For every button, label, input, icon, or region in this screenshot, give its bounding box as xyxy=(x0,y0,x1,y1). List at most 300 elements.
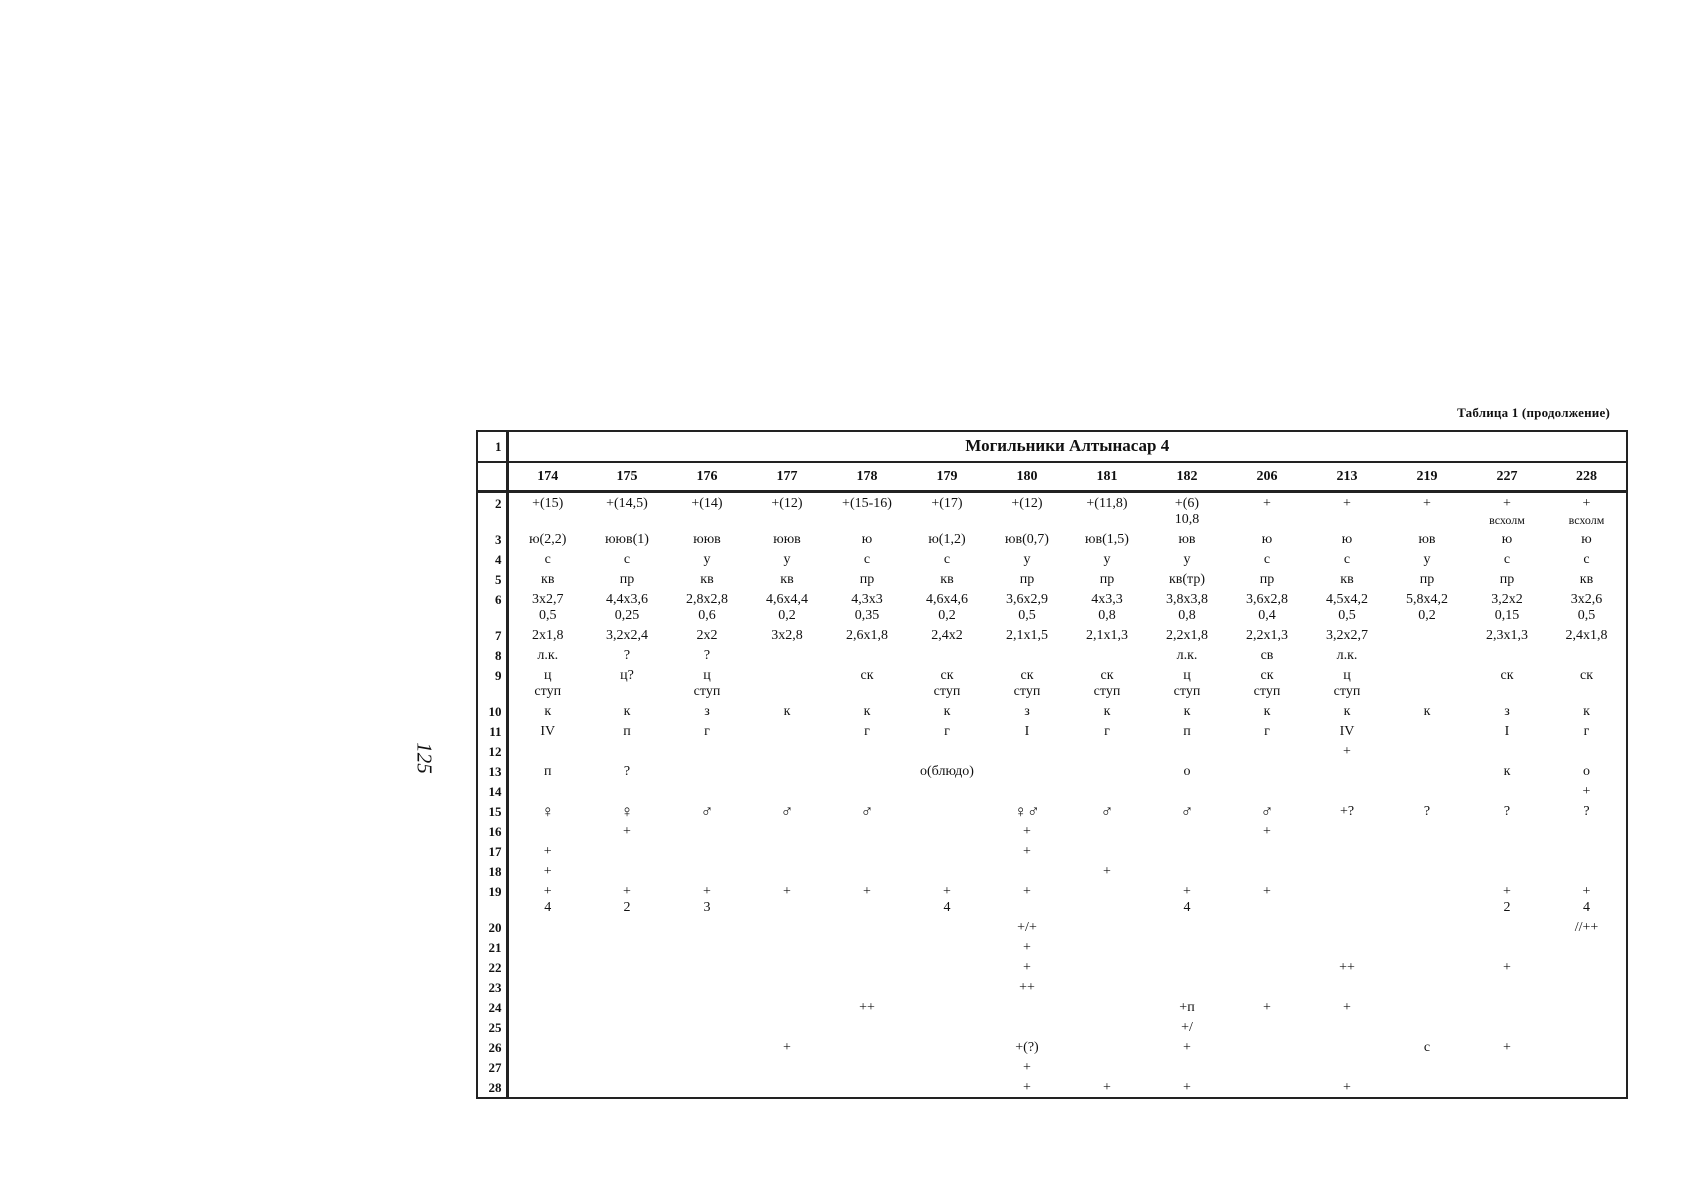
table-row xyxy=(477,492,1627,530)
table-cell xyxy=(507,492,587,530)
table-cell xyxy=(1387,1017,1467,1037)
table-cell xyxy=(1387,721,1467,741)
table-cell xyxy=(987,761,1067,781)
table-cell xyxy=(507,665,587,701)
table-cell xyxy=(1467,625,1547,645)
cell-line: кв xyxy=(1340,572,1354,587)
table-cell xyxy=(587,645,667,665)
cell-line: ? xyxy=(1503,804,1511,819)
cell-line: л.к. xyxy=(1336,648,1358,663)
table-cell xyxy=(827,781,907,801)
table-row xyxy=(477,1077,1627,1098)
cell-line: кв xyxy=(780,572,794,587)
cell-line: к xyxy=(863,704,871,719)
table-cell xyxy=(1227,861,1307,881)
cell-line: +/ xyxy=(1181,1020,1193,1035)
cell-line: з xyxy=(704,704,710,719)
table-cell xyxy=(507,701,587,721)
cell-line: + xyxy=(863,884,871,899)
cell-line: 4,4х3,6 xyxy=(606,592,648,607)
cell-line: 2х1,8 xyxy=(532,628,564,643)
table-cell xyxy=(827,957,907,977)
cell-line: п xyxy=(623,724,631,739)
cell-line: пр xyxy=(1259,572,1275,587)
table-cell xyxy=(747,801,827,821)
cell-line: +? xyxy=(1339,804,1355,819)
cell-line: + xyxy=(1503,1040,1511,1055)
table-cell xyxy=(1387,645,1467,665)
table-row xyxy=(477,937,1627,957)
cell-line: ц xyxy=(544,668,552,683)
table-cell xyxy=(587,569,667,589)
table-cell xyxy=(1147,721,1227,741)
table-cell xyxy=(1067,977,1147,997)
table-row xyxy=(477,529,1627,549)
grave-number: 179 xyxy=(907,462,987,492)
cell-line: + xyxy=(783,884,791,899)
table-row xyxy=(477,841,1627,861)
table-cell xyxy=(587,781,667,801)
table-cell xyxy=(507,977,587,997)
table-cell xyxy=(507,801,587,821)
table-cell xyxy=(507,997,587,1017)
table-cell xyxy=(987,937,1067,957)
table-cell xyxy=(507,1017,587,1037)
table-cell xyxy=(827,881,907,917)
table-row xyxy=(477,997,1627,1017)
table-cell xyxy=(907,741,987,761)
cell-line: 3,2х2,7 xyxy=(1326,628,1368,643)
cell-line: к xyxy=(1423,704,1431,719)
cell-line: всхолм xyxy=(1489,513,1525,527)
cell-line: ю(1,2) xyxy=(928,532,966,547)
table-cell xyxy=(987,841,1067,861)
table-cell xyxy=(1067,821,1147,841)
table-cell xyxy=(827,761,907,781)
table-cell xyxy=(1387,589,1467,625)
cell-line: пр xyxy=(1099,572,1115,587)
table-title-cell xyxy=(507,431,1627,462)
table-cell xyxy=(747,1037,827,1057)
table-cell xyxy=(1307,1017,1387,1037)
cell-line: ю xyxy=(1261,532,1273,547)
table-cell xyxy=(1307,625,1387,645)
table-cell xyxy=(907,1037,987,1057)
table-cell xyxy=(1147,625,1227,645)
table-cell xyxy=(987,529,1067,549)
table-cell xyxy=(747,529,827,549)
table-row xyxy=(477,801,1627,821)
table-cell xyxy=(747,821,827,841)
table-cell xyxy=(1547,997,1627,1017)
cell-line: 3,2х2,4 xyxy=(606,628,648,643)
table-cell xyxy=(507,741,587,761)
table-cell xyxy=(1067,781,1147,801)
table-cell xyxy=(587,701,667,721)
table-cell xyxy=(1307,589,1387,625)
cell-line: +(6) xyxy=(1174,496,1200,511)
table-cell xyxy=(747,569,827,589)
cell-line: ююв xyxy=(693,532,721,547)
cell-line: + xyxy=(1343,1080,1351,1095)
table-cell xyxy=(1067,741,1147,761)
table-cell xyxy=(587,841,667,861)
table-cell xyxy=(1147,937,1227,957)
cell-line: I xyxy=(1024,724,1030,739)
table-cell xyxy=(987,1037,1067,1057)
table-cell xyxy=(907,997,987,1017)
table-cell xyxy=(507,861,587,881)
table-cell xyxy=(1067,1017,1147,1037)
cell-line: юв(1,5) xyxy=(1085,532,1129,547)
table-cell xyxy=(1307,569,1387,589)
table-cell xyxy=(1147,781,1227,801)
cell-line: + xyxy=(1023,1080,1031,1095)
table-cell xyxy=(1467,781,1547,801)
table-cell xyxy=(1067,937,1147,957)
table-cell xyxy=(667,841,747,861)
cell-line: ++ xyxy=(1019,980,1035,995)
table-title-row xyxy=(477,431,1627,462)
cell-line: о xyxy=(1583,764,1590,779)
table-cell xyxy=(907,937,987,957)
cell-line: + xyxy=(1263,884,1271,899)
cell-line: ц xyxy=(703,668,711,683)
cell-line: ц? xyxy=(620,668,634,683)
table-cell xyxy=(1467,549,1547,569)
table-cell xyxy=(507,1077,587,1098)
table-cell xyxy=(1147,917,1227,937)
grave-number: 175 xyxy=(587,462,667,492)
row-number: 11 xyxy=(477,721,507,741)
cell-line: з xyxy=(1024,704,1030,719)
cell-line: + xyxy=(1023,824,1031,839)
row-number: 28 xyxy=(477,1077,507,1098)
table-cell xyxy=(747,741,827,761)
table-cell xyxy=(1147,1037,1227,1057)
cell-line: + xyxy=(543,864,552,879)
table-cell xyxy=(907,701,987,721)
cell-line: 4 xyxy=(544,900,552,915)
table-cell xyxy=(1547,549,1627,569)
cell-line: ? xyxy=(703,648,711,663)
table-cell xyxy=(907,957,987,977)
cell-line: ступ xyxy=(1093,684,1121,699)
cell-line: +(?) xyxy=(1015,1040,1039,1055)
row-number: 14 xyxy=(477,781,507,801)
table-cell xyxy=(667,721,747,741)
table-cell xyxy=(1307,665,1387,701)
cell-line: л.к. xyxy=(1176,648,1198,663)
table-cell xyxy=(1387,917,1467,937)
cell-line: с xyxy=(863,552,871,567)
table-cell xyxy=(827,492,907,530)
cell-line: + xyxy=(1023,884,1031,899)
table-cell xyxy=(667,701,747,721)
table-cell xyxy=(987,1057,1067,1077)
cell-line: с xyxy=(1423,1040,1431,1055)
cell-line: + xyxy=(1503,496,1511,511)
cell-line: + xyxy=(1023,1060,1031,1075)
table-cell xyxy=(1307,781,1387,801)
table-cell xyxy=(747,977,827,997)
table-cell xyxy=(507,957,587,977)
table-cell xyxy=(747,492,827,530)
cell-line: 2,4х1,8 xyxy=(1565,628,1608,643)
table-cell xyxy=(747,861,827,881)
grave-number: 227 xyxy=(1467,462,1547,492)
row-number: 3 xyxy=(477,529,507,549)
table-cell xyxy=(747,997,827,1017)
cell-line: 2,4х2 xyxy=(931,628,963,643)
table-cell xyxy=(1547,821,1627,841)
table-cell xyxy=(747,881,827,917)
table-cell xyxy=(907,801,987,821)
cell-line: +(15) xyxy=(532,496,564,511)
row-number: 6 xyxy=(477,589,507,625)
table-cell xyxy=(1067,917,1147,937)
table-cell xyxy=(1147,645,1227,665)
table-cell xyxy=(1227,977,1307,997)
table-cell xyxy=(1067,721,1147,741)
cell-line: 2,8х2,8 xyxy=(686,592,728,607)
table-cell xyxy=(827,645,907,665)
table-cell xyxy=(667,569,747,589)
table-cell xyxy=(1547,645,1627,665)
table-cell xyxy=(1227,665,1307,701)
table-cell xyxy=(587,917,667,937)
table-cell xyxy=(1387,1057,1467,1077)
table-cell xyxy=(987,625,1067,645)
table-row xyxy=(477,781,1627,801)
table-cell xyxy=(1227,721,1307,741)
table-cell xyxy=(1307,761,1387,781)
cell-line: ♂ xyxy=(1180,802,1194,821)
cell-line: + xyxy=(1103,864,1111,879)
table-cell xyxy=(507,781,587,801)
table-cell xyxy=(1227,569,1307,589)
table-cell xyxy=(1307,741,1387,761)
cell-line: кв xyxy=(700,572,714,587)
cell-line: о xyxy=(1183,764,1191,779)
cell-line: ю xyxy=(861,532,873,547)
cell-line: ++ xyxy=(1339,960,1355,975)
table-row xyxy=(477,977,1627,997)
table-cell xyxy=(1547,781,1627,801)
table-cell xyxy=(1547,1017,1627,1037)
table-cell xyxy=(1467,761,1547,781)
cell-line: ск xyxy=(860,668,874,683)
table-cell xyxy=(1227,821,1307,841)
cell-line: IV xyxy=(540,724,556,739)
cell-line: кв xyxy=(1579,572,1594,587)
cell-line: ск xyxy=(1100,668,1114,683)
cell-line: 3х2,6 xyxy=(1570,592,1603,607)
cell-line: ? xyxy=(1583,804,1590,819)
cell-line: 0,5 xyxy=(539,608,557,623)
table-cell xyxy=(827,741,907,761)
table-cell xyxy=(1227,957,1307,977)
cell-line: ю xyxy=(1341,532,1353,547)
cell-line: к xyxy=(783,704,791,719)
cell-line: с xyxy=(544,552,551,567)
table-cell xyxy=(507,721,587,741)
table-cell xyxy=(587,801,667,821)
table-cell xyxy=(1067,997,1147,1017)
cell-line: 0,15 xyxy=(1494,608,1520,623)
cell-line: + xyxy=(1263,1000,1271,1015)
table-cell xyxy=(1387,761,1467,781)
table-cell xyxy=(1387,549,1467,569)
table-row xyxy=(477,741,1627,761)
table-cell xyxy=(507,549,587,569)
table-cell xyxy=(827,801,907,821)
table-cell xyxy=(1547,1057,1627,1077)
cell-line: 4х3,3 xyxy=(1091,592,1123,607)
cell-line: г xyxy=(704,724,710,739)
row-number: 16 xyxy=(477,821,507,841)
table-cell xyxy=(987,701,1067,721)
grave-data-table xyxy=(476,430,1628,1099)
cell-line: 2,6х1,8 xyxy=(846,628,888,643)
table-cell xyxy=(1067,625,1147,645)
table-cell xyxy=(1067,1077,1147,1098)
table-cell xyxy=(1067,841,1147,861)
table-cell xyxy=(1307,1057,1387,1077)
table-cell xyxy=(827,1077,907,1098)
table-cell xyxy=(507,1037,587,1057)
cell-line: ц xyxy=(1343,668,1351,683)
table-cell xyxy=(1147,1017,1227,1037)
row-number: 10 xyxy=(477,701,507,721)
cell-line: ♂ xyxy=(780,802,794,821)
table-cell xyxy=(827,861,907,881)
table-cell xyxy=(1147,741,1227,761)
row-number: 2 xyxy=(477,492,507,530)
row-number: 22 xyxy=(477,957,507,977)
table-row xyxy=(477,1037,1627,1057)
table-cell xyxy=(1227,1057,1307,1077)
table-cell xyxy=(1547,761,1627,781)
cell-line: кв(тр) xyxy=(1168,572,1206,587)
table-cell xyxy=(1387,625,1467,645)
row-number: 21 xyxy=(477,937,507,957)
cell-line: + xyxy=(1023,940,1031,955)
table-cell xyxy=(1227,781,1307,801)
table-cell xyxy=(507,529,587,549)
table-cell xyxy=(1467,801,1547,821)
cell-line: 0,4 xyxy=(1258,608,1276,623)
cell-line: г xyxy=(1104,724,1110,739)
table-cell xyxy=(1307,821,1387,841)
table-cell xyxy=(587,957,667,977)
table-cell xyxy=(587,977,667,997)
cell-line: ступ xyxy=(933,684,961,699)
table-caption: Таблица 1 (продолжение) xyxy=(1457,405,1610,420)
table-cell xyxy=(1067,1057,1147,1077)
table-cell xyxy=(987,957,1067,977)
row-number: 23 xyxy=(477,977,507,997)
table-cell xyxy=(1547,701,1627,721)
table-cell xyxy=(827,937,907,957)
table-row xyxy=(477,881,1627,917)
table-row xyxy=(477,645,1627,665)
table-cell xyxy=(507,569,587,589)
table-cell xyxy=(1387,997,1467,1017)
cell-line: 4,3х3 xyxy=(851,592,883,607)
cell-line: + xyxy=(1343,1000,1351,1015)
table-cell xyxy=(1307,997,1387,1017)
grave-number: 219 xyxy=(1387,462,1467,492)
table-cell xyxy=(667,997,747,1017)
table-cell xyxy=(507,841,587,861)
cell-line: +(14) xyxy=(691,496,723,511)
row-number: 5 xyxy=(477,569,507,589)
table-cell xyxy=(1387,529,1467,549)
table-cell xyxy=(1227,917,1307,937)
table-cell xyxy=(747,645,827,665)
table-cell xyxy=(1227,997,1307,1017)
table-cell xyxy=(1147,957,1227,977)
table-cell xyxy=(1467,937,1547,957)
cell-line: ступ xyxy=(1173,684,1201,699)
table-cell xyxy=(907,881,987,917)
cell-line: 4,6х4,6 xyxy=(926,592,968,607)
cell-line: пр xyxy=(1019,572,1035,587)
table-cell xyxy=(1307,801,1387,821)
cell-line: + xyxy=(943,884,951,899)
table-row xyxy=(477,761,1627,781)
table-cell xyxy=(907,841,987,861)
table-row xyxy=(477,665,1627,701)
table-row xyxy=(477,569,1627,589)
row-number: 17 xyxy=(477,841,507,861)
table-cell xyxy=(827,841,907,861)
table-cell xyxy=(1387,977,1467,997)
table-cell xyxy=(987,881,1067,917)
cell-line: ск xyxy=(1500,668,1514,683)
cell-line: 3,2х2 xyxy=(1491,592,1523,607)
cell-line: 4 xyxy=(1183,900,1191,915)
cell-line: 2,3х1,3 xyxy=(1486,628,1528,643)
cell-line: + xyxy=(1023,844,1031,859)
table-cell xyxy=(1387,957,1467,977)
table-cell xyxy=(1307,701,1387,721)
cell-line: 2,1х1,3 xyxy=(1086,628,1128,643)
table-cell xyxy=(1067,801,1147,821)
cell-line: 0,2 xyxy=(778,608,796,623)
cell-line: п xyxy=(544,764,552,779)
cell-line: + xyxy=(1183,1080,1191,1095)
table-cell xyxy=(587,589,667,625)
cell-line: ♀ xyxy=(541,802,555,821)
cell-line: 0,5 xyxy=(1577,608,1596,623)
table-cell xyxy=(667,645,747,665)
table-cell xyxy=(1067,492,1147,530)
cell-line: 3,8х3,8 xyxy=(1166,592,1208,607)
cell-line: 4 xyxy=(943,900,951,915)
table-cell xyxy=(1227,881,1307,917)
table-cell xyxy=(827,589,907,625)
table-cell xyxy=(827,721,907,741)
cell-line: у xyxy=(1183,552,1191,567)
table-cell xyxy=(987,549,1067,569)
table-cell xyxy=(667,861,747,881)
table-cell xyxy=(1147,881,1227,917)
table-cell xyxy=(1387,492,1467,530)
table-cell xyxy=(1467,645,1547,665)
row-number: 9 xyxy=(477,665,507,701)
